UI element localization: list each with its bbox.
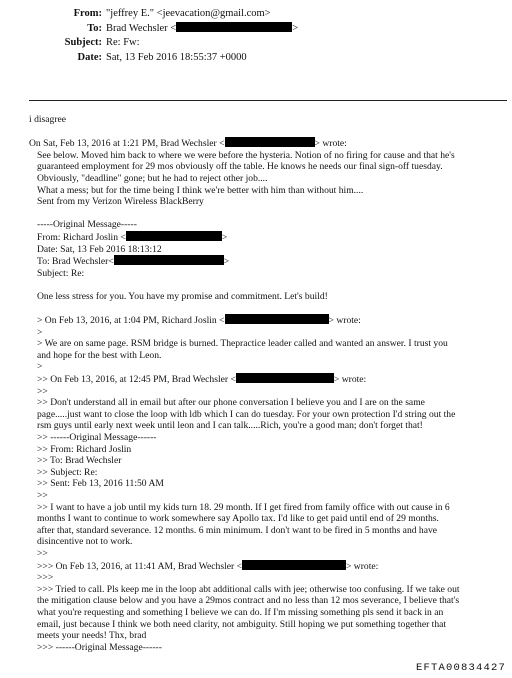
body-line: >> On Feb 13, 2016, at 12:45 PM, Brad Wechsler < > wrote: (37, 374, 367, 386)
body-line: rsm guys until early next week until leon and I can talk.....Rich, you're a good man; don't forget that! (37, 420, 423, 432)
email-body (29, 114, 509, 653)
to-label: To: (87, 22, 102, 34)
header-from-row (0, 7, 512, 22)
body-line: >>> (37, 572, 54, 584)
subject-value: Re: Fw: (106, 37, 140, 48)
body-line: To: Brad Wechsler< > (37, 256, 230, 268)
body-line: and hope for the best with Leon. (37, 349, 162, 361)
from-label: From: (73, 8, 102, 19)
body-line: See below. Moved him back to where we were before the hysteria. Notion of no firing for cause and that he's (37, 149, 455, 161)
subject-label: Subject: (64, 37, 102, 48)
body-line: >> (37, 385, 48, 397)
body-line: On Sat, Feb 13, 2016 at 1:21 PM, Brad Wechsler < > wrote: (29, 138, 347, 150)
body-line: >> Don't understand all in email but after our phone conversation I believe you and I are on the same (37, 397, 425, 409)
body-line: page.....just want to close the loop with ldb which I can do tuesday. For your own protection I'd string out the (37, 408, 456, 420)
body-line: guaranteed employment for 29 mos obviously off the table. He knows he needs our final sign-off tuesday. (37, 161, 443, 173)
body-line: >> ------Original Message------ (37, 432, 157, 444)
body-line: >> (37, 547, 48, 559)
body-line: >>> ------Original Message------ (37, 641, 162, 653)
email-header (0, 7, 512, 65)
body-line: >> I want to have a job until my kids turn 18. 29 month. If I get fired from family office with out cause in 6 (37, 501, 450, 513)
from-value: "jeffrey E." <jeevacation@gmail.com> (106, 8, 271, 19)
header-to-row (0, 22, 512, 37)
body-line: What a mess; but for the time being I think we're better with him than without him.... (37, 184, 364, 196)
body-line: > We are on same page. RSM bridge is burned. Thepractice leader called and wanted an answer. I trust you (37, 338, 448, 350)
body-line: >> Subject: Re: (37, 466, 98, 478)
redaction-box (114, 255, 224, 265)
body-line: > On Feb 13, 2016, at 1:04 PM, Richard Joslin < > wrote: (37, 315, 361, 327)
redaction-box (236, 373, 334, 383)
redaction-box (126, 231, 222, 241)
header-subject-row (0, 36, 512, 51)
body-line: email, just because I think we both need clarity, not ambiguity. Still hoping we put something together that (37, 618, 447, 630)
to-suffix: > (292, 22, 299, 34)
body-line: meets your needs! Thx, brad (37, 630, 147, 642)
body-line: From: Richard Joslin < > (37, 231, 228, 243)
body-line: >>> Tried to call. Pls keep me in the loop abt additional calls with jee; otherwise too confusing. If we take out (37, 583, 460, 595)
body-line: Subject: Re: (37, 267, 85, 279)
redaction-box (225, 314, 329, 324)
body-line: i disagree (29, 114, 67, 125)
body-line: -----Original Message----- (37, 219, 137, 231)
body-line: after that, standard severance. 12 months. 6 min minimum. I don't want to be fired in 5 months and have (37, 524, 438, 536)
body-line: months I want to continue to work somewhere say Apollo tax. I'd like to get paid until end of 29 months. (37, 513, 439, 525)
redaction-box (176, 22, 292, 32)
body-line: > (37, 361, 43, 373)
header-divider (29, 100, 507, 101)
body-line: Obviously, "deadline" gone; but he had to reject other job.... (37, 172, 268, 184)
body-line: what you're requesting and something I believe we can do. If I'm missing something pls send it back in an (37, 606, 444, 618)
bates-number: EFTA00834427 (415, 662, 506, 674)
body-line: > (37, 326, 43, 338)
body-line: One less stress for you. You have my promise and commitment. Let's build! (37, 290, 328, 302)
date-value: Sat, 13 Feb 2016 18:55:37 +0000 (106, 51, 247, 63)
body-line: Date: Sat, 13 Feb 2016 18:13:12 (37, 243, 162, 255)
date-label: Date: (77, 51, 102, 63)
body-line: disincentive not to work. (37, 536, 133, 548)
to-value (106, 22, 298, 37)
redaction-box (242, 560, 346, 570)
quoted-block (29, 150, 509, 654)
to-prefix: Brad Wechsler < (106, 22, 177, 34)
body-line: >> Sent: Feb 13, 2016 11:50 AM (37, 478, 164, 490)
header-date-row (0, 51, 512, 66)
body-line: >> To: Brad Wechsler (37, 455, 122, 467)
body-line: the mitigation clause below and you have a 29mos contract and no less than 12 mos severance, I believe that's (37, 595, 460, 607)
body-line: Sent from my Verizon Wireless BlackBerry (37, 196, 204, 208)
body-line: >> (37, 490, 48, 501)
body-line: >>> On Feb 13, 2016, at 11:41 AM, Brad Wechsler < > wrote: (37, 560, 379, 572)
body-line: >> From: Richard Joslin (37, 443, 132, 455)
redaction-box (225, 137, 315, 147)
